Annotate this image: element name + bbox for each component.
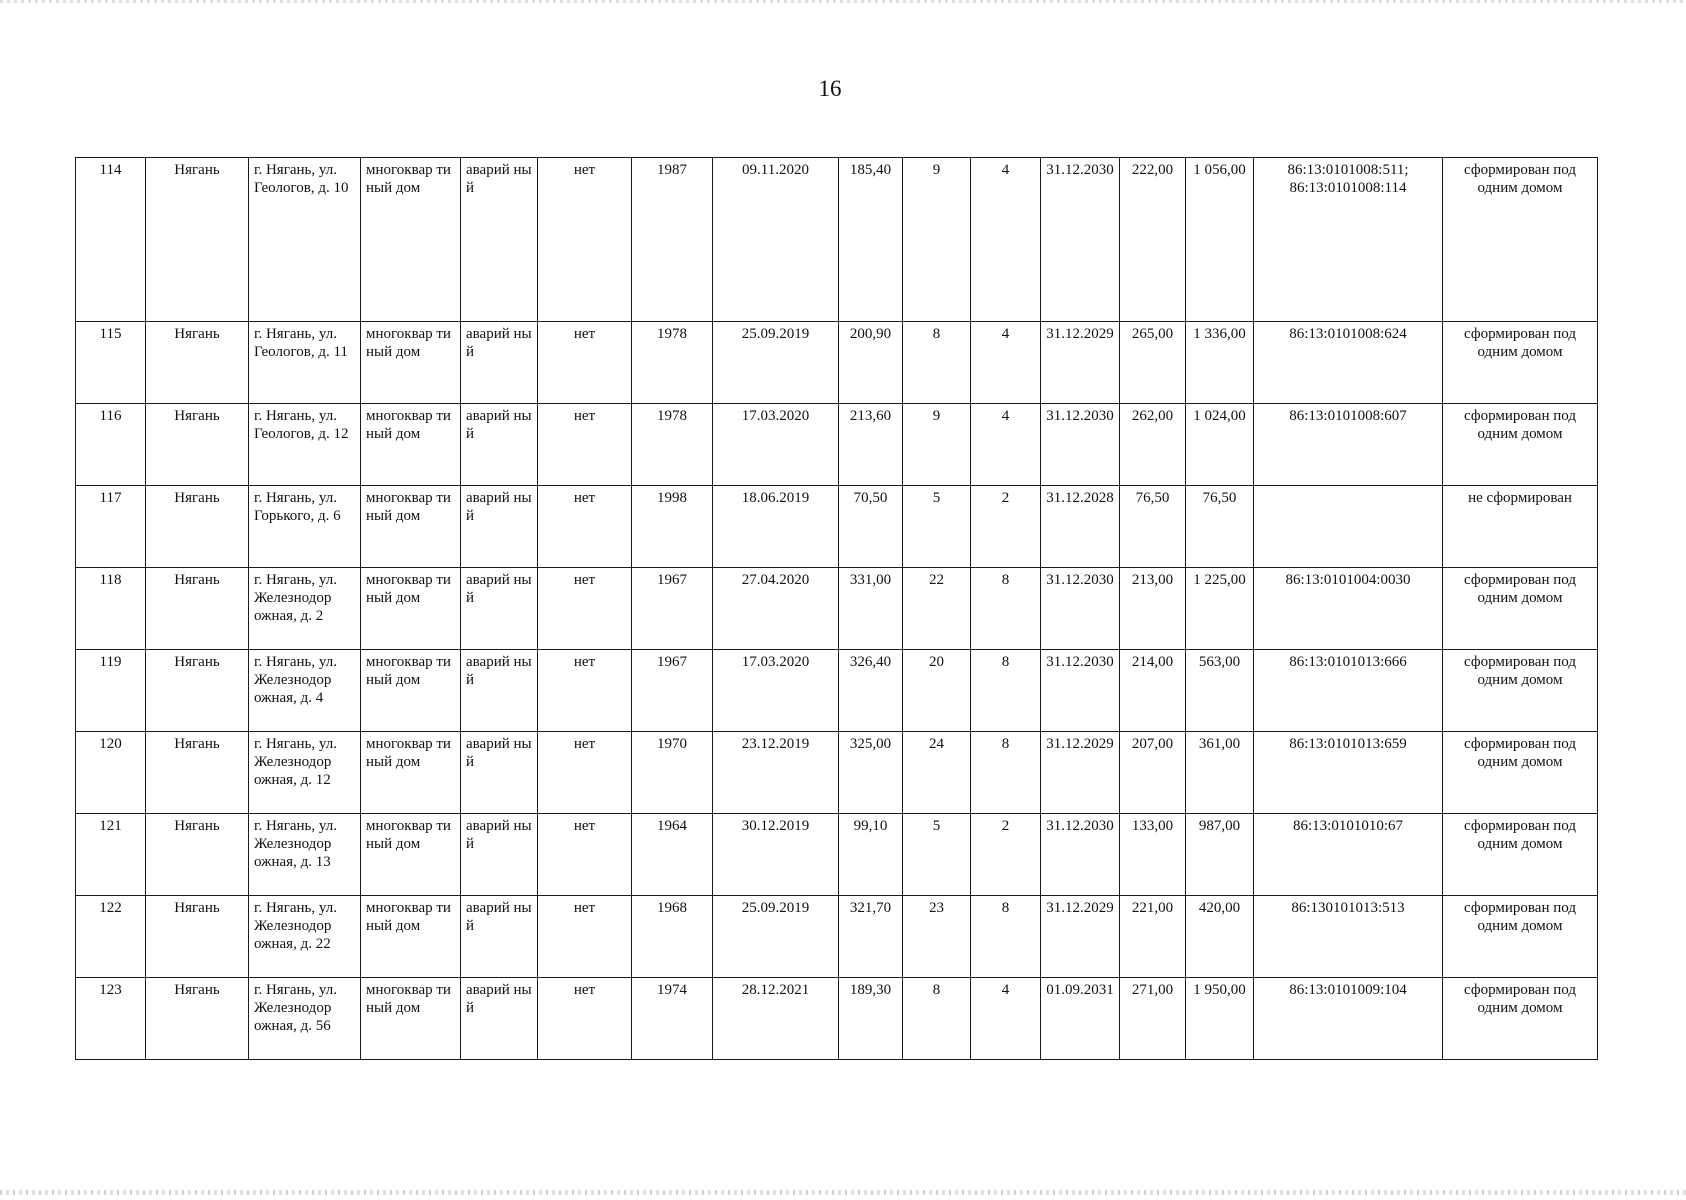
cadastral-number-cell: 86:13:0101010:67 xyxy=(1254,814,1443,896)
area-cell: 185,40 xyxy=(839,158,903,322)
housing-table xyxy=(75,157,1598,1060)
area-cell: 331,00 xyxy=(839,568,903,650)
area-cell: 420,00 xyxy=(1186,896,1254,978)
table-row xyxy=(76,814,1598,896)
area-cell: 563,00 xyxy=(1186,650,1254,732)
area-cell: 361,00 xyxy=(1186,732,1254,814)
table-row xyxy=(76,650,1598,732)
flag-cell: нет xyxy=(538,486,632,568)
count-cell: 2 xyxy=(971,814,1041,896)
year-cell: 1987 xyxy=(632,158,713,322)
status-cell: сформирован под одним домом xyxy=(1443,732,1598,814)
count-cell: 8 xyxy=(903,322,971,404)
status-cell: сформирован под одним домом xyxy=(1443,568,1598,650)
area-cell: 265,00 xyxy=(1120,322,1186,404)
area-cell: 1 056,00 xyxy=(1186,158,1254,322)
address-cell: г. Нягань, ул. Железнодор ожная, д. 56 xyxy=(249,978,361,1060)
flag-cell: нет xyxy=(538,404,632,486)
date-cell: 27.04.2020 xyxy=(713,568,839,650)
table-row xyxy=(76,404,1598,486)
area-cell: 1 024,00 xyxy=(1186,404,1254,486)
year-cell: 1967 xyxy=(632,650,713,732)
area-cell: 271,00 xyxy=(1120,978,1186,1060)
year-cell: 1970 xyxy=(632,732,713,814)
flag-cell: нет xyxy=(538,732,632,814)
row-number-cell: 117 xyxy=(76,486,146,568)
building-type-cell: многоквар тиный дом xyxy=(361,568,461,650)
status-cell: сформирован под одним домом xyxy=(1443,896,1598,978)
address-cell: г. Нягань, ул. Железнодор ожная, д. 22 xyxy=(249,896,361,978)
city-cell: Нягань xyxy=(146,650,249,732)
count-cell: 4 xyxy=(971,404,1041,486)
area-cell: 214,00 xyxy=(1120,650,1186,732)
area-cell: 222,00 xyxy=(1120,158,1186,322)
condition-cell: аварий ный xyxy=(461,404,538,486)
deadline-cell: 31.12.2030 xyxy=(1041,404,1120,486)
status-cell: сформирован под одним домом xyxy=(1443,650,1598,732)
count-cell: 20 xyxy=(903,650,971,732)
year-cell: 1978 xyxy=(632,404,713,486)
date-cell: 18.06.2019 xyxy=(713,486,839,568)
area-cell: 987,00 xyxy=(1186,814,1254,896)
count-cell: 8 xyxy=(971,732,1041,814)
deadline-cell: 31.12.2030 xyxy=(1041,650,1120,732)
count-cell: 4 xyxy=(971,158,1041,322)
condition-cell: аварий ный xyxy=(461,568,538,650)
city-cell: Нягань xyxy=(146,732,249,814)
address-cell: г. Нягань, ул. Геологов, д. 10 xyxy=(249,158,361,322)
status-cell: сформирован под одним домом xyxy=(1443,404,1598,486)
flag-cell: нет xyxy=(538,814,632,896)
city-cell: Нягань xyxy=(146,568,249,650)
count-cell: 8 xyxy=(971,896,1041,978)
status-cell: сформирован под одним домом xyxy=(1443,158,1598,322)
condition-cell: аварий ный xyxy=(461,158,538,322)
area-cell: 70,50 xyxy=(839,486,903,568)
cadastral-number-cell: 86:130101013:513 xyxy=(1254,896,1443,978)
cadastral-number-cell: 86:13:0101008:624 xyxy=(1254,322,1443,404)
address-cell: г. Нягань, ул. Железнодор ожная, д. 2 xyxy=(249,568,361,650)
address-cell: г. Нягань, ул. Геологов, д. 11 xyxy=(249,322,361,404)
deadline-cell: 31.12.2030 xyxy=(1041,158,1120,322)
flag-cell: нет xyxy=(538,322,632,404)
building-type-cell: многоквар тиный дом xyxy=(361,322,461,404)
area-cell: 1 336,00 xyxy=(1186,322,1254,404)
table-row xyxy=(76,978,1598,1060)
count-cell: 4 xyxy=(971,322,1041,404)
count-cell: 8 xyxy=(903,978,971,1060)
condition-cell: аварий ный xyxy=(461,650,538,732)
date-cell: 17.03.2020 xyxy=(713,404,839,486)
building-type-cell: многоквар тиный дом xyxy=(361,978,461,1060)
date-cell: 30.12.2019 xyxy=(713,814,839,896)
year-cell: 1967 xyxy=(632,568,713,650)
area-cell: 1 225,00 xyxy=(1186,568,1254,650)
building-type-cell: многоквар тиный дом xyxy=(361,732,461,814)
building-type-cell: многоквар тиный дом xyxy=(361,896,461,978)
count-cell: 5 xyxy=(903,814,971,896)
condition-cell: аварий ный xyxy=(461,896,538,978)
table-row xyxy=(76,486,1598,568)
year-cell: 1978 xyxy=(632,322,713,404)
address-cell: г. Нягань, ул. Геологов, д. 12 xyxy=(249,404,361,486)
area-cell: 133,00 xyxy=(1120,814,1186,896)
flag-cell: нет xyxy=(538,896,632,978)
deadline-cell: 31.12.2029 xyxy=(1041,732,1120,814)
year-cell: 1968 xyxy=(632,896,713,978)
table-row xyxy=(76,322,1598,404)
status-cell: сформирован под одним домом xyxy=(1443,322,1598,404)
area-cell: 99,10 xyxy=(839,814,903,896)
count-cell: 5 xyxy=(903,486,971,568)
date-cell: 25.09.2019 xyxy=(713,322,839,404)
building-type-cell: многоквар тиный дом xyxy=(361,486,461,568)
condition-cell: аварий ный xyxy=(461,978,538,1060)
address-cell: г. Нягань, ул. Железнодор ожная, д. 12 xyxy=(249,732,361,814)
date-cell: 09.11.2020 xyxy=(713,158,839,322)
status-cell: не сформирован xyxy=(1443,486,1598,568)
table-row xyxy=(76,568,1598,650)
count-cell: 9 xyxy=(903,158,971,322)
condition-cell: аварий ный xyxy=(461,814,538,896)
area-cell: 326,40 xyxy=(839,650,903,732)
count-cell: 9 xyxy=(903,404,971,486)
area-cell: 1 950,00 xyxy=(1186,978,1254,1060)
date-cell: 25.09.2019 xyxy=(713,896,839,978)
cadastral-number-cell: 86:13:0101008:511; 86:13:0101008:114 xyxy=(1254,158,1443,322)
city-cell: Нягань xyxy=(146,896,249,978)
city-cell: Нягань xyxy=(146,404,249,486)
city-cell: Нягань xyxy=(146,978,249,1060)
building-type-cell: многоквар тиный дом xyxy=(361,650,461,732)
city-cell: Нягань xyxy=(146,322,249,404)
area-cell: 200,90 xyxy=(839,322,903,404)
row-number-cell: 122 xyxy=(76,896,146,978)
city-cell: Нягань xyxy=(146,158,249,322)
city-cell: Нягань xyxy=(146,814,249,896)
table-row xyxy=(76,158,1598,322)
condition-cell: аварий ный xyxy=(461,732,538,814)
count-cell: 22 xyxy=(903,568,971,650)
building-type-cell: многоквар тиный дом xyxy=(361,158,461,322)
area-cell: 189,30 xyxy=(839,978,903,1060)
area-cell: 221,00 xyxy=(1120,896,1186,978)
deadline-cell: 01.09.2031 xyxy=(1041,978,1120,1060)
cadastral-number-cell: 86:13:0101013:659 xyxy=(1254,732,1443,814)
building-type-cell: многоквар тиный дом xyxy=(361,404,461,486)
deadline-cell: 31.12.2030 xyxy=(1041,568,1120,650)
row-number-cell: 119 xyxy=(76,650,146,732)
condition-cell: аварий ный xyxy=(461,486,538,568)
row-number-cell: 121 xyxy=(76,814,146,896)
cadastral-number-cell: 86:13:0101009:104 xyxy=(1254,978,1443,1060)
area-cell: 76,50 xyxy=(1186,486,1254,568)
cadastral-number-cell: 86:13:0101004:0030 xyxy=(1254,568,1443,650)
row-number-cell: 118 xyxy=(76,568,146,650)
year-cell: 1998 xyxy=(632,486,713,568)
year-cell: 1974 xyxy=(632,978,713,1060)
deadline-cell: 31.12.2030 xyxy=(1041,814,1120,896)
row-number-cell: 114 xyxy=(76,158,146,322)
row-number-cell: 116 xyxy=(76,404,146,486)
date-cell: 28.12.2021 xyxy=(713,978,839,1060)
area-cell: 262,00 xyxy=(1120,404,1186,486)
area-cell: 213,00 xyxy=(1120,568,1186,650)
flag-cell: нет xyxy=(538,568,632,650)
count-cell: 8 xyxy=(971,568,1041,650)
scan-edge-top xyxy=(0,0,1686,3)
table-row xyxy=(76,896,1598,978)
area-cell: 207,00 xyxy=(1120,732,1186,814)
table-row xyxy=(76,732,1598,814)
area-cell: 213,60 xyxy=(839,404,903,486)
flag-cell: нет xyxy=(538,978,632,1060)
condition-cell: аварий ный xyxy=(461,322,538,404)
page-number: 16 xyxy=(818,76,842,101)
cadastral-number-cell xyxy=(1254,486,1443,568)
city-cell: Нягань xyxy=(146,486,249,568)
status-cell: сформирован под одним домом xyxy=(1443,978,1598,1060)
deadline-cell: 31.12.2028 xyxy=(1041,486,1120,568)
row-number-cell: 123 xyxy=(76,978,146,1060)
row-number-cell: 115 xyxy=(76,322,146,404)
status-cell: сформирован под одним домом xyxy=(1443,814,1598,896)
area-cell: 321,70 xyxy=(839,896,903,978)
cadastral-number-cell: 86:13:0101008:607 xyxy=(1254,404,1443,486)
table-body xyxy=(76,158,1598,1060)
count-cell: 23 xyxy=(903,896,971,978)
row-number-cell: 120 xyxy=(76,732,146,814)
area-cell: 76,50 xyxy=(1120,486,1186,568)
count-cell: 8 xyxy=(971,650,1041,732)
scan-edge-bottom xyxy=(0,1190,1686,1195)
address-cell: г. Нягань, ул. Горького, д. 6 xyxy=(249,486,361,568)
deadline-cell: 31.12.2029 xyxy=(1041,896,1120,978)
flag-cell: нет xyxy=(538,158,632,322)
deadline-cell: 31.12.2029 xyxy=(1041,322,1120,404)
area-cell: 325,00 xyxy=(839,732,903,814)
building-type-cell: многоквар тиный дом xyxy=(361,814,461,896)
date-cell: 17.03.2020 xyxy=(713,650,839,732)
address-cell: г. Нягань, ул. Железнодор ожная, д. 13 xyxy=(249,814,361,896)
address-cell: г. Нягань, ул. Железнодор ожная, д. 4 xyxy=(249,650,361,732)
count-cell: 2 xyxy=(971,486,1041,568)
year-cell: 1964 xyxy=(632,814,713,896)
cadastral-number-cell: 86:13:0101013:666 xyxy=(1254,650,1443,732)
count-cell: 4 xyxy=(971,978,1041,1060)
count-cell: 24 xyxy=(903,732,971,814)
flag-cell: нет xyxy=(538,650,632,732)
date-cell: 23.12.2019 xyxy=(713,732,839,814)
